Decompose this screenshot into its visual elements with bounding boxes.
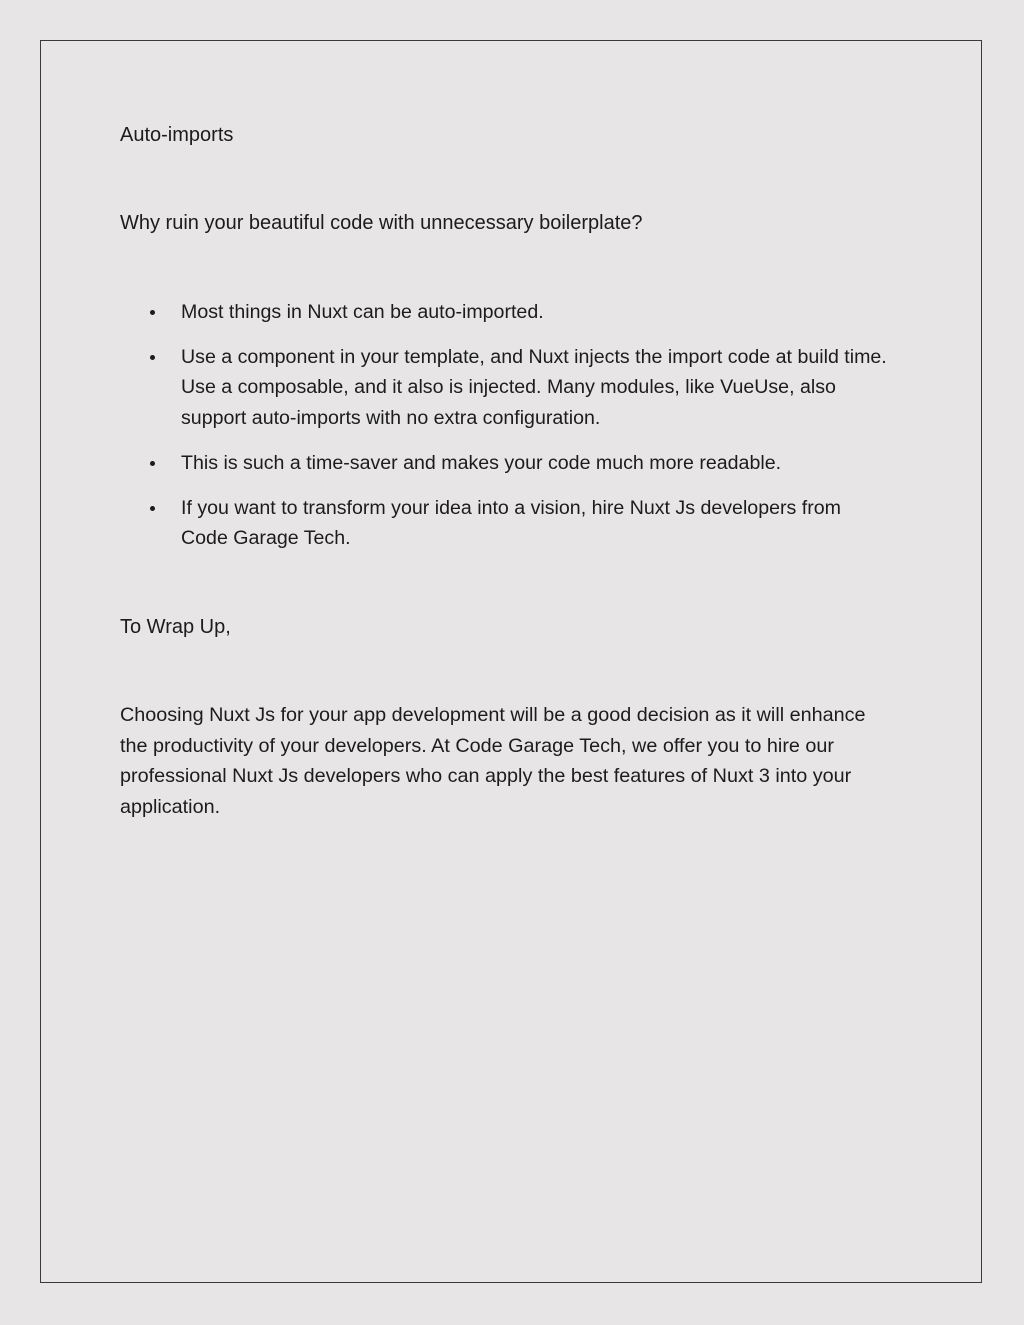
list-item-text: If you want to transform your idea into a vision, hire Nuxt Js developers from Code Garage Tech.: [181, 496, 841, 549]
bullet-list: [120, 297, 890, 554]
intro-paragraph: Why ruin your beautiful code with unnecessary boilerplate?: [120, 212, 643, 234]
bullet-icon: [150, 355, 155, 360]
list-item: [120, 297, 890, 328]
bullet-icon: [150, 461, 155, 466]
list-item: [120, 448, 890, 479]
list-item-text: Use a component in your template, and Nuxt injects the import code at build time. Use a composable, and it also is injected. Many modules, like VueUse, also support auto-imports with no extra configuration.: [181, 345, 887, 429]
list-item-text: Most things in Nuxt can be auto-imported.: [181, 300, 544, 323]
list-item-text: This is such a time-saver and makes your code much more readable.: [181, 451, 782, 474]
bullet-icon: [150, 310, 155, 315]
document-body: [120, 120, 890, 822]
wrap-up-heading: To Wrap Up,: [120, 615, 231, 638]
list-item: [120, 493, 890, 554]
section-heading: Auto-imports: [120, 124, 234, 146]
list-item: [120, 342, 890, 434]
closing-paragraph: Choosing Nuxt Js for your app development will be a good decision as it will enhance the productivity of your developers. At Code Garage Tech, we offer you to hire our professional Nuxt Js developers who can apply the best features of Nuxt 3 into your application.: [120, 704, 866, 818]
bullet-icon: [150, 506, 155, 511]
